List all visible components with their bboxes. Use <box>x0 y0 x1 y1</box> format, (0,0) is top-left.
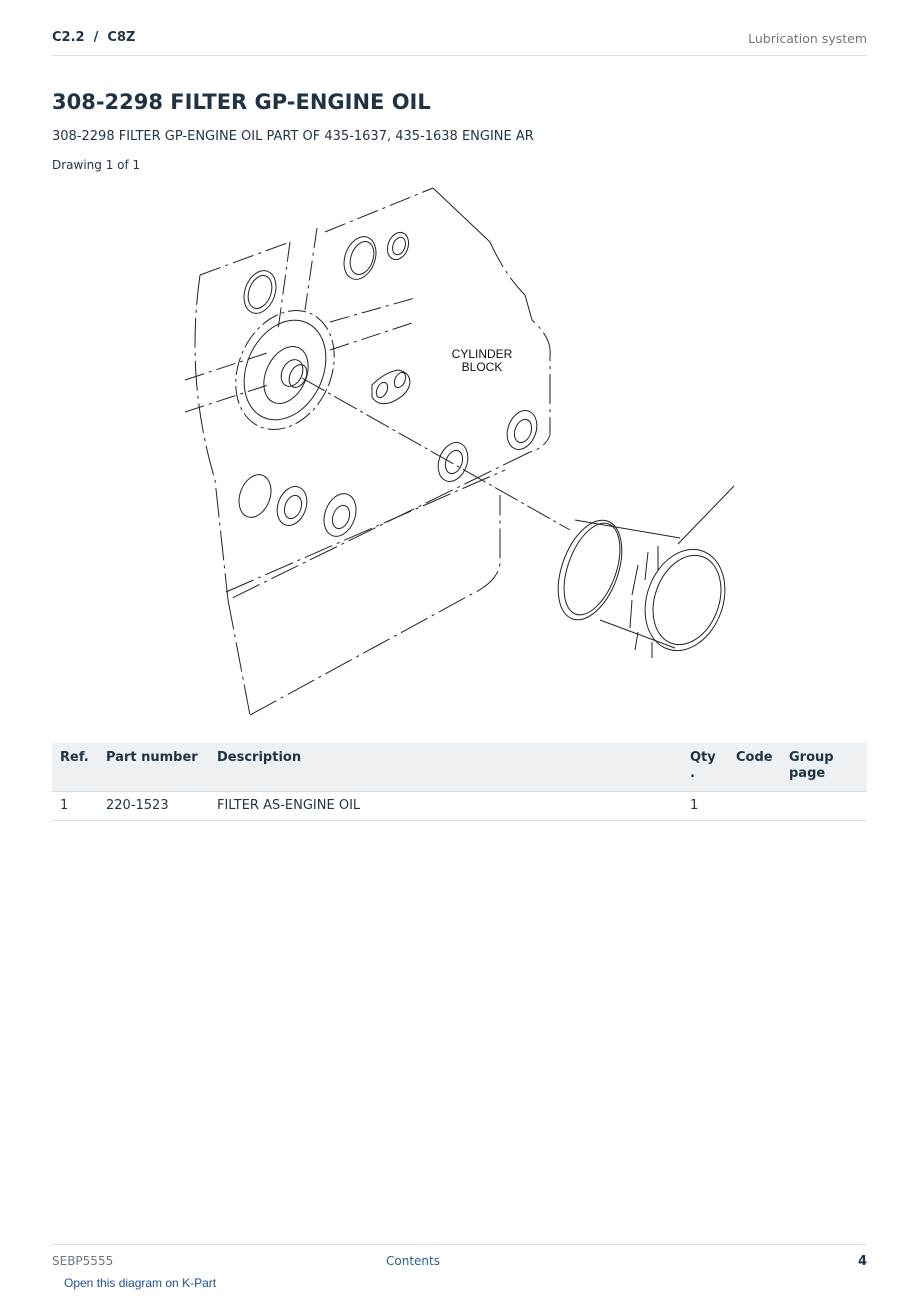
header-ref: Ref. <box>52 743 98 792</box>
header-qty: Qty . <box>682 743 728 792</box>
cell-group-page <box>781 792 867 821</box>
drawing-count: Drawing 1 of 1 <box>52 158 141 172</box>
cell-qty: 1 <box>682 792 728 821</box>
page-footer <box>52 1244 867 1275</box>
exploded-parts-diagram <box>160 180 760 725</box>
page-title: 308-2298 FILTER GP-ENGINE OIL <box>52 90 431 114</box>
cell-description: FILTER AS-ENGINE OIL <box>209 792 682 821</box>
contents-link[interactable]: Contents <box>386 1254 440 1268</box>
open-kpart-link[interactable]: Open this diagram on K-Part <box>64 1276 217 1290</box>
header-group-page: Group page <box>781 743 867 792</box>
page-subtitle: 308-2298 FILTER GP-ENGINE OIL PART OF 435-1637, 435-1638 ENGINE AR <box>52 129 534 144</box>
header-description: Description <box>209 743 682 792</box>
document-id: SEBP5555 <box>52 1254 114 1268</box>
header-part-number: Part number <box>98 743 209 792</box>
header-code: Code <box>728 743 781 792</box>
cell-code <box>728 792 781 821</box>
breadcrumb: C2.2 / C8Z <box>52 30 136 45</box>
parts-table <box>52 743 867 821</box>
diagram-label-cylinder: CYLINDER <box>451 347 513 361</box>
page-number: 4 <box>857 1254 867 1269</box>
cell-part-number: 220-1523 <box>98 792 209 821</box>
diagram-label-block: BLOCK <box>461 360 503 374</box>
page-header <box>52 28 867 56</box>
section-name: Lubrication system <box>748 31 867 46</box>
table-header-row <box>52 743 867 792</box>
diagram-svg <box>160 180 760 725</box>
cell-ref: 1 <box>52 792 98 821</box>
table-row <box>52 792 867 821</box>
